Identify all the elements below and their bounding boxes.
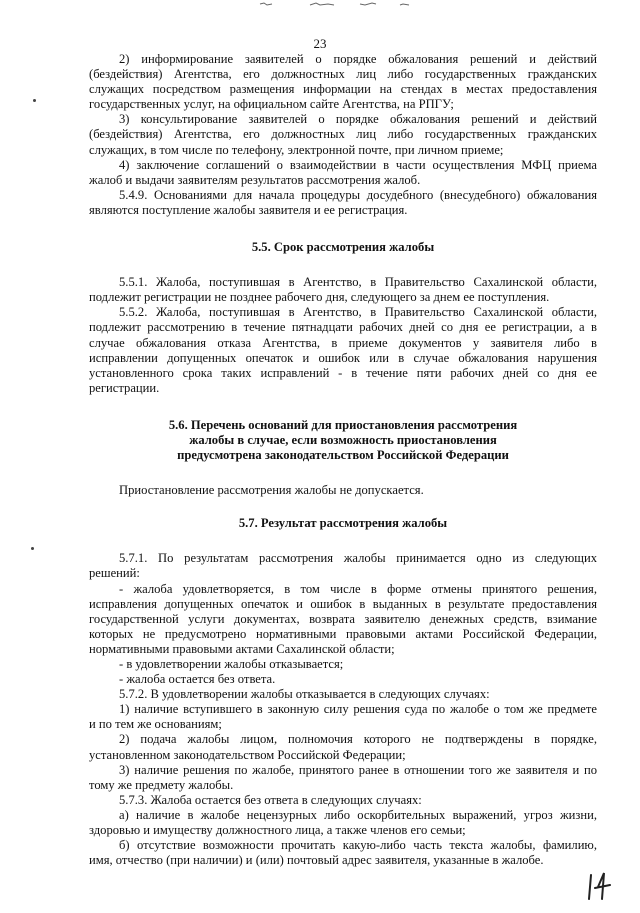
text-line: 5.5. Срок рассмотрения жалобы [251,240,435,255]
section-heading [89,418,597,463]
text-line: подлежит регистрации не позднее рабочего дня, следующего за днем ее поступления. [89,290,550,305]
text-line: 5.7.2. В удовлетворении жалобы отказывается в следующих случаях: [119,687,490,702]
handwritten-page-mark [586,869,616,903]
text-line: (бездействия) Агентства, его должностных лиц либо государственных гражданских [89,67,597,82]
spacer [89,498,597,516]
text-line: Приостановление рассмотрения жалобы не допускается. [119,483,424,498]
text-line: жалобы в случае, если возможность приостановления [189,432,497,447]
text-line: предусмотрена законодательством Российской Федерации [177,448,509,463]
scan-speck [33,99,36,102]
text-line: 3) консультирование заявителей о порядке обжалования решений и действий [119,112,597,127]
text-line: государственной услуги документах, возврата заявителю денежных средств, взимание [89,611,597,626]
scan-artifact [250,0,450,8]
paragraph [89,763,597,793]
paragraph [89,793,597,808]
spacer [89,463,597,483]
text-line: 5.4.9. Основаниями для начала процедуры досудебного (внесудебного) обжалования [119,187,597,202]
paragraph [89,732,597,762]
text-line: являются поступление жалобы заявителя и ее регистрация. [89,202,408,217]
paragraph [89,657,597,672]
paragraph [89,582,597,657]
text-line: жалоб и выдачи заявителям результатов рассмотрения жалоб. [89,172,421,187]
text-line: имя, отчество (при наличии) и (или) почтовый адрес заявителя, указанные в жалобе. [89,853,544,868]
paragraph [89,808,597,838]
paragraph [89,483,597,498]
text-line: случае обжалования отказа Агентства, в приеме документов у заявителя либо в [89,335,597,350]
paragraph [89,687,597,702]
paragraph [89,672,597,687]
section-heading [89,516,597,531]
spacer [89,255,597,275]
text-line: которых не предусмотрено нормативными правовыми актами Российской Федерации, [89,626,597,641]
text-line: 1) наличие вступившего в законную силу решения суда по жалобе о том же предмете [119,702,597,717]
paragraph [89,158,597,188]
text-line: а) наличие в жалобе нецензурных либо оскорбительных выражений, угроз жизни, [119,807,597,822]
text-line: установленном законодательством Российской Федерации; [89,747,406,762]
paragraph [89,305,597,396]
text-line: б) отсутствие возможности прочитать какую-либо часть текста жалобы, фамилию, [119,838,597,853]
text-line: и по тем же основаниям; [89,717,222,732]
section-heading [89,240,597,255]
paragraph [89,551,597,581]
text-line: 2) подача жалобы лицом, полномочия которого не подтверждены в порядке, [119,732,597,747]
text-line: (бездействия) Агентства, его должностных лиц либо государственных гражданских [89,127,597,142]
text-line: 5.6. Перечень оснований для приостановления рассмотрения [168,417,518,432]
text-line: подлежит рассмотрению в течение пятнадцати рабочих дней со дня ее регистрации, а в [89,320,597,335]
text-line: нормативными правовыми актами Сахалинской области; [89,641,395,656]
text-line: - в удовлетворении жалобы отказывается; [119,657,344,671]
text-line: исправления допущенных опечаток и ошибок в выданных в результате предоставления [89,596,597,611]
text-line: 5.7.1. По результатам рассмотрения жалобы принимается одно из следующих [119,551,597,566]
text-line: 4) заключение соглашений о взаимодействии в части осуществления МФЦ приема [119,157,597,172]
text-line: здоровью и имуществу должностного лица, а также членов его семьи; [89,823,466,838]
page-number: 23 [313,36,327,51]
text-line: решений: [89,566,140,581]
spacer [89,396,597,418]
text-line: служащих, в том числе по телефону, электронной почте, при личном приеме; [89,142,504,157]
text-line: 5.7.3. Жалоба остается без ответа в следующих случаях: [119,792,422,807]
scan-speck [31,547,34,550]
text-line: регистрации. [89,380,160,395]
spacer [89,218,597,240]
text-line: 2) информирование заявителей о порядке обжалования решений и действий [119,52,597,66]
text-line: 5.5.2. Жалоба, поступившая в Агентство, в Правительство Сахалинской области, [119,305,597,320]
paragraph [89,188,597,218]
text-line: - жалоба остается без ответа. [119,672,276,687]
document-body [89,52,597,868]
text-line: 5.5.1. Жалоба, поступившая в Агентство, в Правительство Сахалинской области, [119,275,597,290]
text-line: 3) наличие решения по жалобе, принятого ранее в отношении того же заявителя и по [119,762,597,777]
paragraph [89,702,597,732]
text-line: государственных услуг, на официальном сайте Агентства, на РПГУ; [89,97,454,112]
paragraph [89,52,597,112]
text-line: тому же предмету жалобы. [89,777,234,792]
paragraph [89,838,597,868]
text-line: установленного срока таких исправлений - в течение пяти рабочих дней со дня ее [89,365,597,380]
paragraph [89,275,597,305]
text-line: - жалоба удовлетворяется, в том числе в форме отмены принятого решения, [119,581,597,596]
paragraph [89,112,597,157]
spacer [89,531,597,551]
text-line: исправлении допущенных опечаток и ошибок или в случае обжалования нарушения [89,350,597,365]
text-line: 5.7. Результат рассмотрения жалобы [238,516,448,531]
text-line: служащих посредством размещения информации на стендах в местах предоставления [89,82,597,97]
